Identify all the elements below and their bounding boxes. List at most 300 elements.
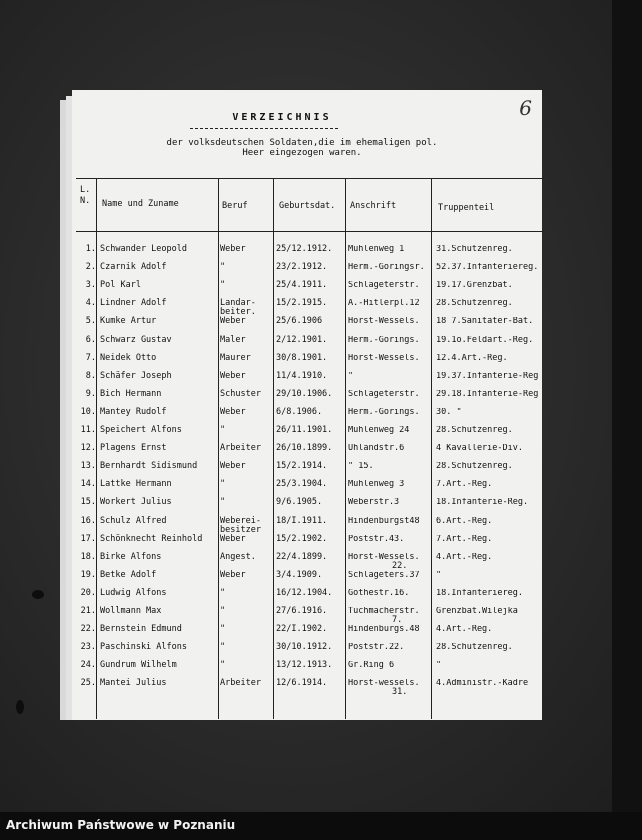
occupation-text: Weber [220, 406, 246, 417]
birth-date [276, 390, 348, 399]
row-number-text: 21. [80, 606, 96, 616]
soldier-name [100, 661, 220, 670]
row-number-text: 3. [85, 280, 96, 291]
row-number [78, 661, 96, 670]
table-row [76, 299, 544, 317]
birth-date [276, 553, 348, 562]
birth-date [276, 535, 348, 544]
row-number [78, 480, 96, 489]
address [348, 535, 434, 544]
row-number [78, 625, 96, 634]
address [348, 317, 434, 326]
birth-date-text: 2/12.1901. [276, 334, 328, 345]
row-number [78, 679, 96, 688]
row-number-text: 10. [80, 406, 96, 417]
row-number-text: 12. [80, 443, 96, 454]
soldier-name [100, 517, 220, 526]
birth-date-text: 22/I.1902. [276, 624, 328, 635]
soldier-name-text: Bich Hermann [100, 388, 162, 399]
table-row [76, 281, 544, 299]
occupation [220, 263, 274, 272]
military-unit [436, 607, 546, 616]
occupation-text: Weber [220, 370, 246, 381]
soldier-name-text: Lattke Hermann [100, 479, 172, 490]
row-number-text: 9. [85, 388, 96, 399]
address [348, 589, 434, 598]
row-number-text: 14. [80, 479, 96, 490]
birth-date [276, 408, 348, 417]
address-text: Schlageters.37 [348, 570, 420, 580]
subtitle-line: der volksdeutschen Soldaten,die im ehemaligen pol. [166, 138, 438, 148]
soldier-name-text: Schäfer Joseph [100, 370, 172, 381]
occupation [220, 354, 274, 363]
military-unit-text: " [436, 661, 442, 671]
address-text: " 15. [348, 462, 374, 472]
birth-date [276, 263, 348, 272]
address [348, 643, 434, 652]
birth-date [276, 625, 348, 634]
birth-date [276, 517, 348, 526]
military-unit [436, 535, 546, 544]
row-number-text: 11. [80, 425, 96, 435]
address [348, 661, 434, 670]
table-row [76, 426, 544, 444]
soldier-name [100, 553, 220, 562]
soldier-name-text: Betke Adolf [100, 569, 157, 580]
occupation [220, 679, 274, 688]
birth-date-text: 25/6.1906 [276, 316, 323, 327]
military-unit-text: 4.Art.-Reg. [436, 625, 493, 635]
table-row [76, 643, 544, 661]
birth-date-text: 29/10.1906. [276, 388, 333, 399]
table-row [76, 480, 544, 498]
birth-date [276, 372, 348, 381]
header-no [80, 185, 90, 207]
row-number [78, 571, 96, 580]
table-row [76, 390, 544, 408]
birth-date-text: 30/10.1912. [276, 642, 333, 653]
birth-date [276, 354, 348, 363]
table-row [76, 263, 544, 281]
military-unit [436, 281, 546, 290]
occupation-text: Weber [220, 461, 246, 472]
military-unit [436, 336, 546, 345]
address-text: Tuchmacherstr. [348, 607, 420, 616]
page-number: 6 [519, 96, 532, 120]
military-unit [436, 553, 546, 562]
address-text: A.-Hitlerpl.12 [348, 299, 420, 309]
address [348, 299, 434, 308]
occupation [220, 480, 274, 489]
military-unit [436, 589, 546, 598]
soldier-name-text: Schulz Alfred [100, 515, 167, 526]
military-unit-text: 52.37.Infanteriereg. [436, 263, 539, 273]
military-unit [436, 444, 546, 453]
address-continuation: 31. [392, 687, 408, 698]
occupation-text: " [220, 425, 226, 435]
military-unit [436, 625, 546, 634]
soldier-name-text: Kumke Artur [100, 316, 157, 327]
soldier-name [100, 625, 220, 634]
occupation [220, 589, 274, 598]
military-unit-text: 19.1o.Feldart.-Reg. [436, 335, 534, 345]
birth-date [276, 607, 348, 616]
occupation-text: " [220, 497, 226, 508]
soldier-name-text: Paschinski Alfons [100, 642, 187, 653]
row-number [78, 643, 96, 652]
table-row [76, 535, 544, 553]
birth-date [276, 679, 348, 688]
soldier-name-text: Gundrum Wilhelm [100, 660, 177, 671]
address [348, 679, 434, 697]
military-unit [436, 643, 546, 652]
table-row [76, 372, 544, 390]
row-number [78, 317, 96, 326]
military-unit-text: 4.Art.-Reg. [436, 552, 493, 562]
military-unit-text: 18.Infanterie-Reg. [436, 498, 529, 508]
address-text: Horst-Wessels. [348, 552, 420, 562]
birth-date-text: 25/3.1904. [276, 479, 328, 490]
row-number-text: 23. [80, 642, 96, 653]
address-text: Poststr.43. [348, 534, 405, 544]
row-number [78, 444, 96, 453]
soldier-name-text: Plagens Ernst [100, 443, 167, 454]
row-number [78, 408, 96, 417]
row-number-text: 19. [80, 569, 96, 580]
row-number [78, 390, 96, 399]
military-unit-text: " [436, 570, 442, 580]
address-text: Herm.-Göringsr. [348, 263, 425, 273]
address-text: Horst-Wessels. [348, 317, 420, 327]
soldier-name [100, 408, 220, 417]
occupation [220, 571, 274, 580]
table-row [76, 245, 544, 263]
birth-date [276, 245, 348, 254]
address [348, 372, 434, 381]
birth-date-text: 25/4.1911. [276, 280, 328, 291]
occupation [220, 444, 274, 453]
row-number [78, 498, 96, 507]
military-unit-text: 19.17.Grenzbat. [436, 281, 513, 291]
birth-date [276, 426, 348, 435]
address [348, 498, 434, 507]
military-unit [436, 480, 546, 489]
occupation [220, 607, 274, 616]
row-number [78, 535, 96, 544]
occupation [220, 408, 274, 417]
soldier-name [100, 299, 220, 308]
row-number-text: 25. [80, 678, 96, 689]
military-unit-text: 4 Kavallerie-Div. [436, 444, 523, 454]
address-text: Mühlenweg 3 [348, 480, 405, 490]
table-row [76, 661, 544, 679]
soldier-name [100, 281, 220, 290]
subtitle-line: Heer eingezogen waren. [242, 148, 362, 158]
soldier-name [100, 245, 220, 254]
soldier-name-text: Pol Karl [100, 280, 141, 291]
address-text: Horst-Wessels. [348, 353, 420, 363]
address [348, 354, 434, 363]
birth-date-text: 15/2.1915. [276, 298, 328, 309]
soldier-name-text: Birke Alfons [100, 551, 162, 562]
address [348, 245, 434, 254]
occupation [220, 535, 274, 544]
row-number-text: 7. [85, 352, 96, 363]
address-text: Hindenburgs.48 [348, 625, 420, 635]
row-number-text: 2. [85, 262, 96, 273]
soldier-name [100, 589, 220, 598]
soldier-name [100, 354, 220, 363]
header-no-line: N. [80, 196, 91, 206]
row-number-text: 20. [80, 587, 96, 598]
military-unit [436, 372, 546, 381]
birth-date-text: 25/12.1912. [276, 244, 333, 254]
soldier-name [100, 535, 220, 544]
soldier-name-text: Schönknecht Reinhold [100, 533, 203, 544]
address [348, 263, 434, 272]
row-number [78, 336, 96, 345]
occupation-text: Arbeiter [220, 678, 261, 689]
military-unit [436, 462, 546, 471]
soldier-name [100, 679, 220, 688]
table-row [76, 462, 544, 480]
address [348, 281, 434, 290]
soldier-name [100, 480, 220, 489]
birth-date-text: 11/4.1910. [276, 370, 328, 381]
soldier-name [100, 643, 220, 652]
birth-date-text: 18/I.1911. [276, 515, 328, 526]
table-row [76, 354, 544, 372]
row-number [78, 517, 96, 526]
address-text: Herm.-Görings. [348, 335, 420, 345]
birth-date [276, 589, 348, 598]
row-number [78, 553, 96, 562]
row-number [78, 281, 96, 290]
address-text: Schlageterstr. [348, 389, 420, 399]
row-number-text: 24. [80, 660, 96, 671]
row-number [78, 589, 96, 598]
birth-date-text: 26/11.1901. [276, 425, 333, 435]
military-unit-text: 7.Art.-Reg. [436, 480, 493, 490]
row-number [78, 426, 96, 435]
table-row [76, 553, 544, 571]
address [348, 571, 434, 580]
address-text: Schlageterstr. [348, 281, 420, 291]
header-truppenteil: Truppenteil [438, 203, 495, 213]
birth-date-text: 12/6.1914. [276, 678, 328, 689]
soldier-name-text: Wollmann Max [100, 606, 162, 616]
military-unit-text: 4.Administr.-Kadre [436, 679, 529, 689]
table-row [76, 517, 544, 535]
birth-date-text: 16/12.1904. [276, 587, 333, 598]
occupation [220, 390, 274, 399]
soldier-name-text: Czarnik Adolf [100, 262, 167, 273]
military-unit-text: 28.Schützenreg. [436, 299, 513, 309]
soldier-name [100, 372, 220, 381]
occupation-text: " [220, 624, 226, 635]
row-number [78, 245, 96, 254]
occupation [220, 299, 274, 317]
birth-date-text: 22/4.1899. [276, 551, 328, 562]
film-edge [612, 0, 642, 812]
table-row [76, 625, 544, 643]
birth-date-text: 9/6.1905. [276, 497, 323, 508]
address-text: Gr.Ring 6 [348, 661, 395, 671]
occupation-text: " [220, 660, 226, 671]
occupation [220, 517, 274, 535]
address [348, 462, 434, 471]
row-number-text: 1. [85, 244, 96, 254]
military-unit-text: 30. " [436, 407, 462, 417]
row-number-text: 18. [80, 551, 96, 562]
address-text: Weberstr.3 [348, 498, 400, 508]
address-text: Hindenburgst48 [348, 516, 420, 526]
military-unit [436, 661, 546, 670]
military-unit [436, 354, 546, 363]
address [348, 625, 434, 634]
birth-date [276, 336, 348, 345]
military-unit-text: 18 7.Sanitäter-Bat. [436, 317, 534, 327]
military-unit-text: Grenzbat.Wilejka [436, 607, 518, 616]
table-row [76, 607, 544, 625]
row-number [78, 607, 96, 616]
occupation-text: Weber [220, 533, 246, 544]
soldiers-table [76, 178, 544, 719]
address [348, 517, 434, 526]
occupation [220, 281, 274, 290]
military-unit [436, 571, 546, 580]
header-no-line: L. [80, 185, 91, 195]
military-unit [436, 498, 546, 507]
table-row [76, 498, 544, 516]
row-number [78, 263, 96, 272]
birth-date-text: 15/2.1902. [276, 533, 328, 544]
occupation-text: Landar- [220, 298, 256, 309]
film-speck [32, 590, 44, 599]
address-text: Mühlenweg 24 [348, 426, 410, 435]
row-number-text: 5. [85, 316, 96, 327]
soldier-name [100, 317, 220, 326]
military-unit-text: 7.Art.-Reg. [436, 534, 493, 544]
header-name: Name und Zuname [102, 199, 179, 209]
occupation-text: Weber [220, 316, 246, 327]
occupation-text: " [220, 280, 226, 291]
military-unit [436, 408, 546, 417]
birth-date [276, 661, 348, 670]
military-unit [436, 299, 546, 308]
occupation-text: Maurer [220, 352, 251, 363]
military-unit-text: 31.Schützenreg. [436, 245, 513, 254]
military-unit [436, 263, 546, 272]
row-number-text: 22. [80, 624, 96, 635]
military-unit-text: 28.Schützenreg. [436, 462, 513, 472]
row-number-text: 13. [80, 461, 96, 472]
military-unit-text: 28.Schützenreg. [436, 426, 513, 435]
military-unit-text: 28.Schützenreg. [436, 643, 513, 653]
occupation [220, 462, 274, 471]
address-continuation: 22. [392, 560, 408, 571]
table-row [76, 444, 544, 462]
military-unit-text: 19.37.Infanterie-Reg [436, 371, 539, 381]
birth-date-text: 6/8.1906. [276, 406, 323, 417]
address [348, 553, 434, 571]
address [348, 408, 434, 417]
occupation-text: Angest. [220, 551, 256, 562]
soldier-name [100, 426, 220, 435]
soldier-name-text: Workert Julius [100, 497, 172, 508]
address-text: Poststr.22. [348, 643, 405, 653]
table-row [76, 679, 544, 697]
soldier-name [100, 336, 220, 345]
occupation [220, 372, 274, 381]
birth-date-text: 30/8.1901. [276, 352, 328, 363]
address [348, 426, 434, 435]
row-number [78, 299, 96, 308]
birth-date [276, 480, 348, 489]
soldier-name-text: Bernhardt Sidismund [100, 461, 198, 472]
occupation [220, 625, 274, 634]
occupation [220, 643, 274, 652]
soldier-name-text: Mantey Rudolf [100, 406, 167, 417]
title-underline [190, 128, 338, 129]
occupation-text: Weber [220, 569, 246, 580]
table-row [76, 589, 544, 607]
row-number-text: 4. [85, 298, 96, 309]
occupation-continuation: besitzer [220, 524, 261, 535]
military-unit-text: 12.4.Art.-Reg. [436, 353, 508, 363]
occupation-text: " [220, 262, 226, 273]
row-number-text: 15. [80, 497, 96, 508]
birth-date [276, 498, 348, 507]
occupation [220, 245, 274, 254]
archive-label: Archiwum Państwowe w Poznaniu [6, 818, 236, 832]
occupation-text: " [220, 642, 226, 653]
occupation-text: Maler [220, 334, 246, 345]
soldier-name-text: Speichert Alfons [100, 425, 182, 435]
address-text: Mühlenweg 1 [348, 245, 405, 254]
soldier-name-text: Schwarz Gustav [100, 334, 172, 345]
row-number [78, 372, 96, 381]
soldier-name [100, 444, 220, 453]
soldier-name [100, 462, 220, 471]
birth-date [276, 643, 348, 652]
soldier-name [100, 571, 220, 580]
birth-date [276, 317, 348, 326]
header-beruf: Beruf [222, 201, 248, 211]
address [348, 607, 434, 625]
row-number-text: 8. [85, 370, 96, 381]
military-unit [436, 517, 546, 526]
birth-date-text: 26/10.1899. [276, 443, 333, 454]
row-number-text: 17. [80, 533, 96, 544]
occupation-text: Weber [220, 244, 246, 254]
occupation [220, 317, 274, 326]
birth-date-text: 23/2.1912. [276, 262, 328, 273]
military-unit-text: 6.Art.-Reg. [436, 516, 493, 526]
military-unit [436, 317, 546, 326]
address-text: Herm.-Görings. [348, 407, 420, 417]
occupation [220, 661, 274, 670]
occupation-text: " [220, 606, 226, 616]
address [348, 336, 434, 345]
soldier-name-text: Bernstein Edmund [100, 624, 182, 635]
address-text: Horst-wessels. [348, 679, 420, 689]
occupation-continuation: beiter. [220, 307, 256, 318]
military-unit [436, 390, 546, 399]
soldier-name [100, 498, 220, 507]
occupation [220, 336, 274, 345]
soldier-name-text: Schwander Leopold [100, 244, 187, 254]
